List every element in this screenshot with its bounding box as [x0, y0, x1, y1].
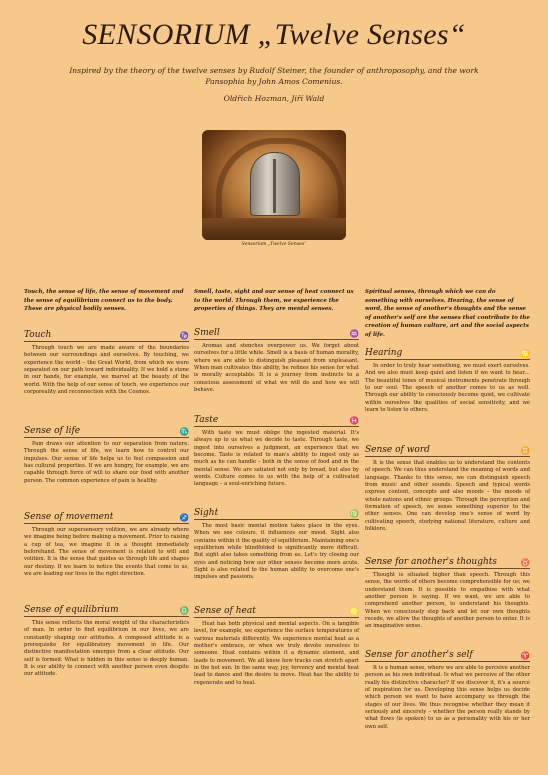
sensorium-photo [202, 130, 346, 240]
section-header [194, 506, 359, 520]
section-header [365, 346, 530, 360]
column-2-intro: Smell, taste, sight and our sense of heat connect us to the world. Through them, we experience the properties of things. They are mental senses. [194, 289, 354, 313]
sensorium-dome [250, 152, 300, 216]
section-body: In order to truly hear something, we must exert ourselves. And we also must keep quiet and listen if we want to hear… The beautiful tones of musical instruments penetrate through to our soul. The speech of another comes to us as well. Through our ability to consciously become quiet, we cultivate within ourselves the qualities of social sensitivity, and we learn to listen to others. [365, 363, 530, 414]
section-sight [194, 506, 359, 582]
section-body: Through our supersensory volition, we are already where we imagine being before making a movement. Prior to raising a cup of tea, we imagine it in a thought immediately beforehand. The sense of movement is related to will and volition. It is the sense that guides us through life and shapes our destiny. If we learn to notice the events that come to us, we are leading our lives in the right direction. [24, 527, 189, 578]
zodiac-icon: ♍ [349, 509, 359, 518]
section-header [194, 326, 359, 340]
section-sense-of-word [365, 443, 530, 533]
zodiac-icon: ♎ [179, 606, 189, 615]
section-header [24, 424, 189, 438]
section-sense-for-anothers-thoughts [365, 555, 530, 631]
zodiac-icon: ♏ [179, 427, 189, 436]
zodiac-icon: ♒ [349, 329, 359, 338]
section-title: Sense of word [365, 445, 430, 455]
section-sense-of-equilibrium [24, 603, 189, 679]
section-title: Sight [194, 508, 219, 518]
page-title: SENSORIUM „Twelve Senses“ [82, 18, 466, 51]
section-body: Thought is situated higher than speech. Through this sense, the words of others become comprehensible for us; we understand them. It is possible to empathise with what another person is saying. If we want, we are able to comprehend another person, to understand his thoughts. When we consciously step back and let our own thoughts recede, we allow the thoughts of another person to enter. It is an imaginative sense. [365, 572, 530, 630]
zodiac-icon: ♉ [520, 558, 530, 567]
zodiac-icon: ♐ [179, 513, 189, 522]
section-taste [194, 413, 359, 489]
section-body: Aromas and stenches overpower us. We forget about ourselves for a little while. Smell is a basis of human morality, where we are able to distinguish pleasant from unpleasant. When man cultivates this ability, he refines his sense for what is morally acceptable. It is a journey from instincts to a conscious assessment of what we will do and how we will behave. [194, 343, 359, 394]
section-sense-of-movement [24, 510, 189, 578]
section-smell [194, 326, 359, 394]
section-body: Pain draws our attention to our separation from nature. Through the sense of life, we learn how to control our impulses. Our sense of life helps us to feel compassion and has cultural properties. If we are hungry, for example, we are capable through force of will to share our food with another person. The common experience of pain is healthy. [24, 441, 189, 484]
section-title: Sense of life [24, 426, 81, 436]
section-body: With taste we must oblige the ingested material. It's always up to us what we decide to taste. Through taste, we ingest into ourselves a judgment, an experience that we become. Taste is related to man's ability to ingest only as much as he can handle – both in the sense of food and in the mental sense. We are satiated not only by bread, but also by words. Culture comes to us with the help of a cultivated language – a soul-enriching future. [194, 430, 359, 488]
section-title: Touch [24, 330, 52, 340]
section-hearing [365, 346, 530, 414]
section-title: Sense of equilibrium [24, 605, 119, 615]
subtitle: Inspired by the theory of the twelve senses by Rudolf Steiner, the founder of anthroposophy, and the work Pansophia by John Amos Comenius. [69, 66, 479, 86]
section-body: Through touch we are made aware of the boundaries between our surroundings and ourselves. By touching, we experience the world – the Great World, from which we were separated on our path toward individuality. If we hold a stone in our hands, for example, we marvel at the beauty of the world. With the help of our sense of touch, we experience our corporeality and reconnection with the Cosmos. [24, 345, 189, 396]
section-header [24, 510, 189, 524]
section-sense-of-heat [194, 604, 359, 687]
section-title: Sense for another's thoughts [365, 557, 498, 567]
section-header [365, 443, 530, 457]
zodiac-icon: ♌ [349, 607, 359, 616]
section-header [24, 603, 189, 617]
section-sense-for-anothers-self [365, 648, 530, 731]
section-sense-of-life [24, 424, 189, 485]
section-touch [24, 328, 189, 396]
zodiac-icon: ♓ [349, 416, 359, 425]
section-header [365, 648, 530, 662]
column-3-intro: Spiritual senses, through which we can do something with ourselves. Hearing, the sense of word, the sense of another's thoughts and the sense of another's self are the senses that contribute to the creation of human culture, art and the social aspects of life. [365, 289, 530, 338]
section-title: Hearing [365, 348, 403, 358]
photo-caption: Sensorium „Twelve Senses“ [241, 242, 307, 247]
section-header [194, 604, 359, 618]
section-header [194, 413, 359, 427]
zodiac-icon: ♑ [179, 331, 189, 340]
zodiac-icon: ♊ [520, 446, 530, 455]
section-title: Sense of movement [24, 512, 114, 522]
photo-floor [202, 218, 346, 240]
column-1-intro: Touch, the sense of life, the sense of movement and the sense of equilibrium connect us to the body. These are physical bodily senses. [24, 289, 184, 313]
section-title: Smell [194, 328, 220, 338]
section-title: Taste [194, 415, 219, 425]
authors: Oldřich Hozman, Jiří Wald [223, 94, 325, 103]
section-header [365, 555, 530, 569]
zodiac-icon: ♈ [520, 651, 530, 660]
section-body: It is a human sense, where we are able to perceive another person as his own individual. Is what we perceive of the other really his distinctive character? If we discover it, it's a source of inspiration for us. Developing this sense helps us decide which person we want to have accompany us through the stages of our lives. We thus recognise whether they mean it seriously and sincerely – whether the person really stands by what flows (is spoken) to us as a personality with his or her own self. [365, 665, 530, 730]
section-title: Sense of heat [194, 606, 256, 616]
section-body: Heat has both physical and mental aspects. On a tangible level, for example, we experience the surface temperatures of various materials differently. We experience mental heat as a mother's embrace, or when we truly devote ourselves to someone. Heat contains within it a dynamic element, and leads to movement. We all know how tracks can stretch apart in the hot sun. In the same way, joy, fervency and mental heat lead to dance and the desire to move. Heat has the ability to regenerate and to heal. [194, 621, 359, 686]
section-body: It is the sense that enables us to understand the contents of speech. We can thus understand the meaning of words and language. Thanks to this sense, we can distinguish speech from music and other sounds. Speech and typical words express content, concepts and also moods – the moods of whole nations and ethnic groups. Through the perception and formation of speech, we sense something superior to the other senses. One can develop one's sense of word by cultivating speech, studying national literature, culture and folklore. [365, 460, 530, 533]
section-body: The most basic mental motion takes place in the eyes. When we see colours, it influences our mood. Sight also contains within it the quality of equilibrium. Maintaining one's equilibrium while blindfolded is significantly more difficult. But sight also takes something from us. Let's try closing our eyes and noticing how our other senses become more acute. Sight is also related to the human ability to overcome one's impulses and passions. [194, 523, 359, 581]
zodiac-icon: ♋ [520, 349, 530, 358]
section-title: Sense for another's self [365, 650, 473, 660]
section-body: This sense reflects the moral weight of the characteristics of man. In order to find equilibrium in our lives, we are constantly shaping our attitudes. A composed attitude is a prerequisite for equilibratory movement in life. Our distinctive manifestation emerges from a clear attitude. Our self is formed. What is hidden in this sense is deeply human. It is our ability to connect with another person even despite our attitude. [24, 620, 189, 678]
section-header [24, 328, 189, 342]
